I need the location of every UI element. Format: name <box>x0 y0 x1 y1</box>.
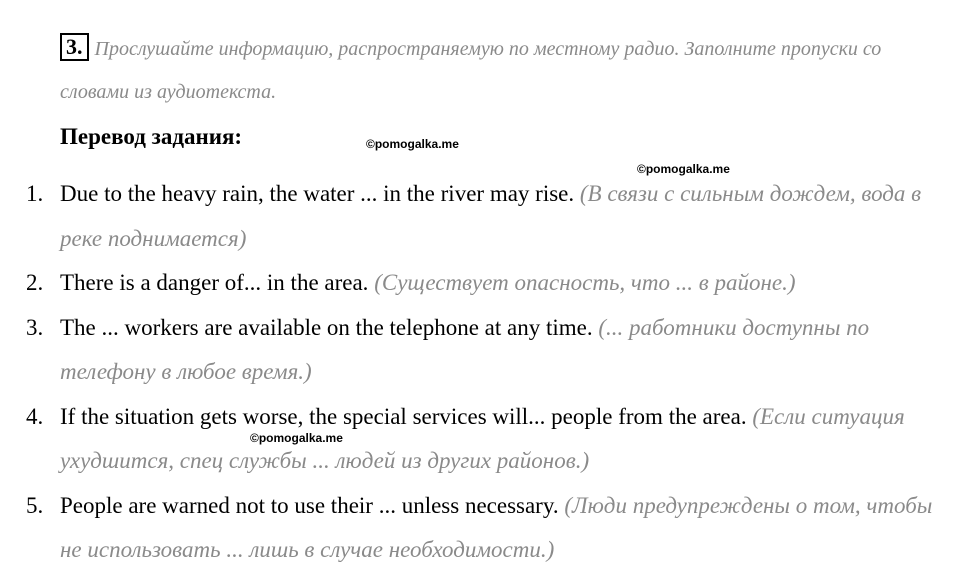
sentence-list <box>0 172 945 573</box>
item-number: 1. <box>26 181 44 206</box>
watermark: ©pomogalka.me <box>637 162 730 176</box>
task-text: Прослушайте информацию, распространяемую по местному радио. Заполните пропуски со словами из аудиотекста. <box>60 38 882 103</box>
item-number: 3. <box>26 314 44 340</box>
watermark: ©pomogalka.me <box>250 431 343 445</box>
item-number: 2. <box>26 270 44 295</box>
item-translation: (Люди предупреждены о том, чтобы не использовать ... лишь в случае необходимости.) <box>60 492 933 562</box>
watermark: ©pomogalka.me <box>366 137 459 151</box>
item-english-sentence: Due to the heavy rain, the water ... in the river may rise. <box>60 181 575 206</box>
task-instruction <box>60 28 940 114</box>
item-translation: (... работники доступны по телефону в любое время.) <box>60 314 870 384</box>
list-item <box>0 172 945 261</box>
item-english-sentence: If the situation gets worse, the special services will... people from the area. <box>60 403 747 429</box>
item-english-sentence: There is a danger of... in the area. <box>60 270 369 295</box>
list-item <box>0 261 945 306</box>
item-number: 4. <box>26 403 44 429</box>
item-translation: (В связи с сильным дождем, вода в реке поднимается) <box>60 181 922 251</box>
list-item <box>0 395 945 484</box>
list-item <box>0 306 945 395</box>
translation-heading: Перевод задания: <box>60 124 243 149</box>
item-english-sentence: People are warned not to use their ... unless necessary. <box>60 492 559 518</box>
item-english-sentence: The ... workers are available on the telephone at any time. <box>60 314 593 340</box>
item-translation: (Если ситуация ухудшится, спец службы ... людей из других районов.) <box>60 403 905 473</box>
list-item <box>0 484 945 573</box>
item-number: 5. <box>26 492 44 518</box>
task-number-box: 3. <box>60 33 89 61</box>
item-translation: (Существует опасность, что ... в районе.) <box>374 270 796 295</box>
